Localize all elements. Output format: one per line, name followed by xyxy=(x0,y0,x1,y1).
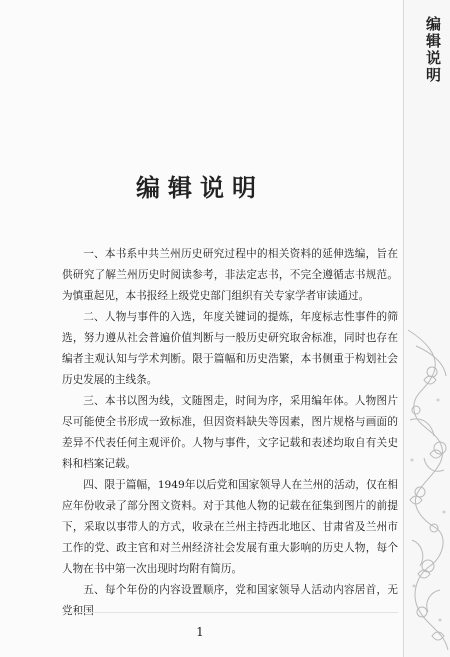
paragraph-1: 一、本书系中共兰州历史研究过程中的相关资料的延伸选编，旨在供研究了解兰州历史时阅读参考，非法定志书，不完全遵循志书规范。为慎重起见，本书报经上级党史部门组织有关专家学者审读通过。 xyxy=(62,248,398,302)
side-title: 编辑说明 xyxy=(424,16,442,84)
body-text xyxy=(62,244,398,622)
paragraph-5: 五、每个年份的内容设置顺序，党和国家领导人活动内容居首，无党和国 xyxy=(62,584,398,617)
floral-pattern-decoration xyxy=(404,0,450,657)
page-heading: 编辑说明 xyxy=(136,173,264,202)
page-number: 1 xyxy=(196,625,204,639)
paragraph-3: 三、本书以图为线，文随图走，时间为序，采用编年体。人物图片尽可能使全书形成一致标准，但因资料缺失等因素，图片规格与画面的差异不代表任何主观评价。人物与事件，文字记载和表述均取自有关史料和档案记载。 xyxy=(62,395,398,470)
side-decorative-band xyxy=(403,0,450,657)
footer-divider xyxy=(62,612,398,613)
paragraph-2: 二、人物与事件的入选，年度关键词的提炼，年度标志性事件的筛选，努力遵从社会普遍价值判断与一般历史研究取舍标准，同时也存在编者主观认知与学术判断。限于篇幅和历史浩繁，本书侧重于构划社会历史发展的主线条。 xyxy=(62,311,398,386)
paragraph-4: 四、限于篇幅，1949年以后党和国家领导人在兰州的活动，仅在相应年份收录了部分图文资料。对于其他人物的记载在征集到图片的前提下，采取以事带人的方式，收录在兰州主持西北地区、甘肃省及兰州市工作的党、政主官和对兰州经济社会发展有重大影响的历史人物，每个人物在书中第一次出现时均附有简历。 xyxy=(62,479,398,575)
